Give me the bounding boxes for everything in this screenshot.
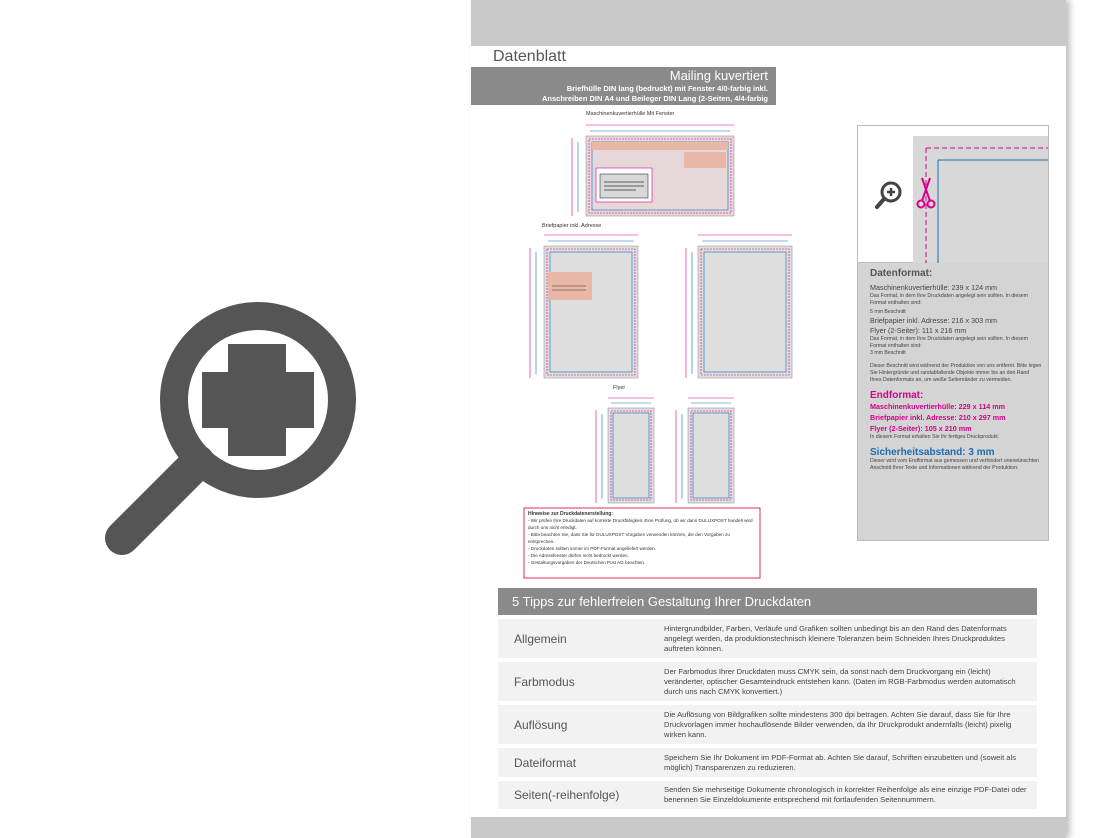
- tip-label: Dateiformat: [514, 755, 577, 770]
- datasheet-page: [471, 0, 1066, 838]
- tip-text: Der Farbmodus Ihrer Druckdaten muss CMYK sein, da sonst nach dem Druckvorgang ein (leicht) veränderter, optischer Gesamteindruck entstehen kann. (Daten im RGB-Farbmodus werden automatisch durch uns nach CMYK konvertiert.): [664, 666, 1016, 696]
- tip-row: [498, 781, 1037, 809]
- tip-label: Seiten(-reihenfolge): [514, 788, 620, 802]
- notes-item: - Bitte beachten Sie, dass Sie für DULUXPOST Vorgaben verwenden können, die den Vorgaben zu entsprechen.: [528, 532, 730, 544]
- data-format-envelope: Maschinenkuvertierhülle: 239 x 124 mm: [870, 283, 998, 292]
- final-format-flyer: Flyer (2-Seiter): 105 x 210 mm: [870, 424, 972, 433]
- notes-item: - Druckdaten sollten immer im PDF-Format angeliefert werden.: [528, 546, 656, 551]
- tip-row: [498, 662, 1037, 701]
- page-header-band: [471, 0, 1066, 46]
- notes-item: - Wir prüfen Ihre Druckdaten auf korrekte Druckfähigkeit. Eine Prüfung, ob wir dann DULUXPOST handelt wird durch uns nicht erledigt.: [528, 518, 753, 530]
- tip-label: Farbmodus: [514, 674, 575, 689]
- bleed-value: 5 mm Beschnitt: [870, 309, 906, 315]
- corner-detail-drawing: [858, 126, 1048, 263]
- tip-label: Allgemein: [514, 631, 567, 646]
- safety-margin-note: Dieser wird vom Endformat aus gemessen und verhindert unerwünschten Anschnitt Ihrer Texte und Informationen während der Produktion.: [870, 458, 1039, 471]
- tip-text: Speichern Sie Ihr Dokument im PDF-Format ab. Achten Sie darauf, Schriften einzubetten und (soweit als möglich) Transparenzen zu reduzieren.: [664, 752, 1017, 772]
- tip-label: Auflösung: [514, 717, 568, 732]
- tip-text: Hintergrundbilder, Farben, Verläufe und Grafiken sollten unbedingt bis an den Rand des Datenformats angelegt werden, da produktionstechnisch kleinere Toleranzen beim Schneiden Ihres Druckproduktes auftreten können.: [664, 623, 1007, 653]
- tips-heading: 5 Tipps zur fehlerfreien Gestaltung Ihrer Druckdaten: [498, 588, 1037, 615]
- letter-label: Briefpapier inkl. Adresse: [542, 223, 602, 229]
- doc-subtitle-1: Briefhülle DIN lang (bedruckt) mit Fenster 4/0-farbig inkl.: [566, 84, 768, 93]
- safety-margin-heading: Sicherheitsabstand: 3 mm: [870, 447, 995, 458]
- flyer-label: Flyer: [613, 385, 626, 391]
- page-footer-band: [471, 817, 1066, 838]
- data-format-letter: Briefpapier inkl. Adresse: 216 x 303 mm: [870, 316, 998, 325]
- tip-row: [498, 705, 1037, 744]
- bleed-note: Dieser Beschnitt wird während der Produktion von uns entfernt. Bitte legen Sie Hintergründe und randabfallende Objekte immer bis an den Rand Ihres Datenformats an, um weiße Seitenränder zu vermeiden.: [870, 363, 1042, 383]
- zoom-in-icon[interactable]: [98, 290, 368, 560]
- final-format-heading: Endformat:: [870, 390, 924, 401]
- final-format-envelope: Maschinenkuvertierhülle: 229 x 114 mm: [870, 402, 1006, 411]
- tip-text: Die Auflösung von Bildgrafiken sollte mindestens 300 dpi betragen. Achten Sie darauf, dass Sie für Ihre Druckvorlagen immer hochauflösende Bilder verwenden, da Ihr Druckprodukt andernfalls (leicht) pixelig wirken kann.: [664, 709, 1012, 739]
- tips-table: [498, 619, 1037, 813]
- final-format-note: In diesem Format erhalten Sie Ihr fertiges Druckprodukt.: [870, 434, 1000, 440]
- format-info-text: [870, 268, 1042, 472]
- data-format-heading: Datenformat:: [870, 268, 933, 279]
- format-info-panel: [857, 125, 1049, 541]
- data-format-flyer: Flyer (2-Seiter): 111 x 216 mm: [870, 326, 967, 335]
- data-format-note: Das Format, in dem Ihre Druckdaten angelegt sein sollten. In diesem Format enthalten sind:: [870, 336, 1029, 349]
- notes-title: Hinweise zur Druckdatenerstellung:: [528, 511, 614, 517]
- datasheet-tab: Datenblatt: [471, 46, 591, 68]
- notes-item: - Die Adressfenster dürfen nicht bedruckt werden.: [528, 553, 629, 558]
- tip-row: [498, 748, 1037, 777]
- doc-subtitle-2: Anschreiben DIN A4 und Beileger DIN Lang (2-Seiten, 4/4-farbig: [541, 94, 768, 103]
- tip-row: [498, 619, 1037, 658]
- format-diagram: [516, 108, 806, 583]
- title-bar: [471, 67, 776, 105]
- notes-box: [528, 511, 756, 566]
- tip-text: Senden Sie mehrseitige Dokumente chronologisch in korrekter Reihenfolge als eine einzige PDF-Datei oder benennen Sie Einzeldokumente entsprechend mit fortlaufenden Seitennummern.: [664, 785, 1027, 804]
- data-format-note: Das Format, in dem Ihre Druckdaten angelegt sein sollten. In diesem Format enthalten sind:: [870, 293, 1029, 306]
- final-format-letter: Briefpapier inkl. Adresse: 210 x 297 mm: [870, 413, 1006, 422]
- corner-detail: [858, 126, 1048, 263]
- magnifier-icon: [877, 183, 900, 207]
- envelope-label: Maschinenkuvertierhülle Mit Fenster: [586, 111, 675, 117]
- bleed-value: 3 mm Beschnitt: [870, 350, 906, 356]
- doc-title: Mailing kuvertiert: [669, 68, 768, 83]
- notes-item: - Gestaltungsvorgaben der Deutschen Post AG beachten.: [528, 560, 646, 565]
